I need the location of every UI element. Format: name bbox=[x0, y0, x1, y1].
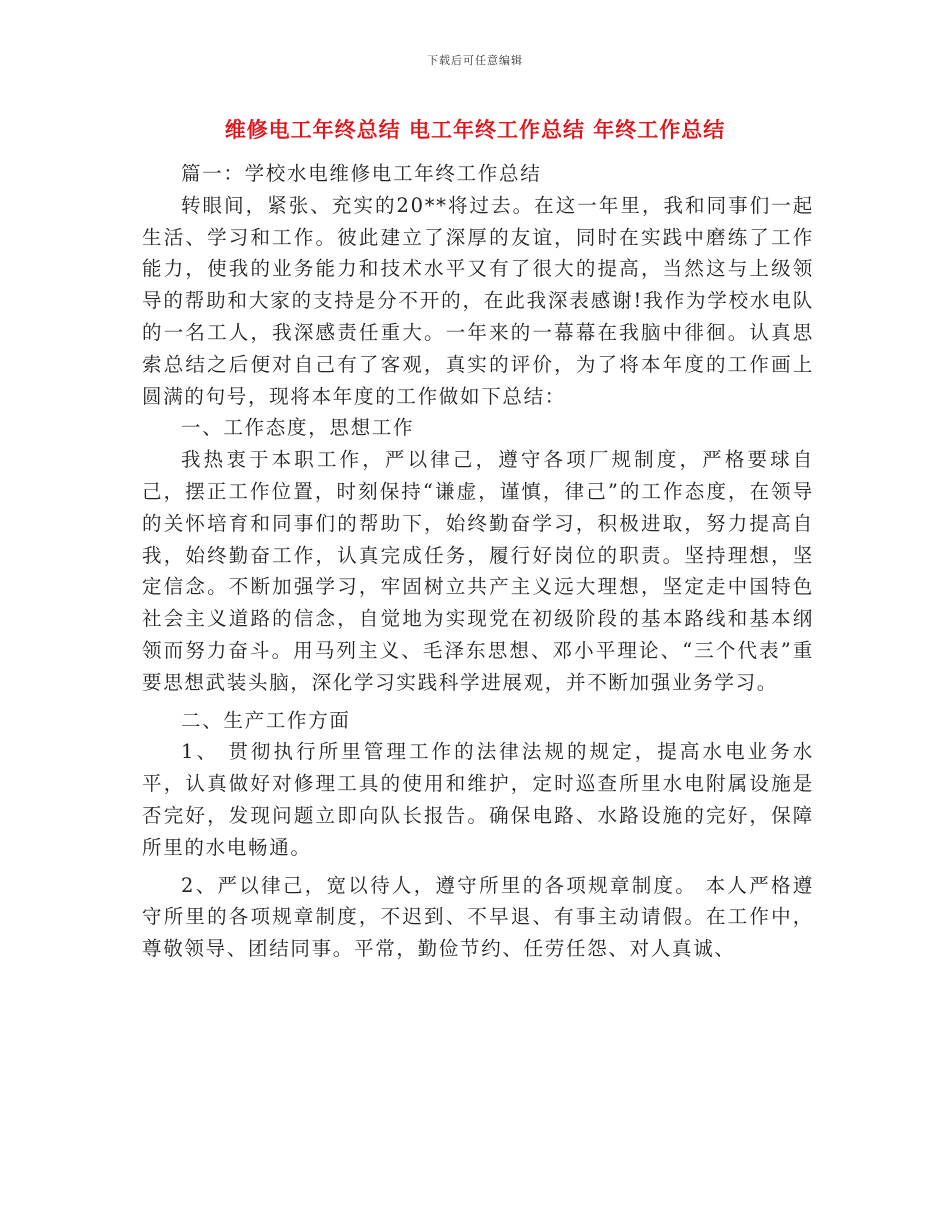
section-heading: 二、生产工作方面 bbox=[181, 708, 351, 732]
paragraph: 转眼间，紧张、充实的20**将过去。在这一年里，我和同事们一起生活、学习和工作。彼此建立了深厚的友谊，同时在实践中磨练了工作能力，使我的业务能力和技术水平又有了很大的提高，当然这与上级领导的帮助和大家的支持是分不开的，在此我深表感谢!我作为学校水电队的一名工人，我深感责任重大。一年来的一幕幕在我脑中徘徊。认真思索总结之后便对自己有了客观，真实的评价，为了将本年度的工作画上圆满的句号，现将本年度的工作做如下总结： bbox=[142, 193, 814, 408]
document-title: 维修电工年终总结 电工年终工作总结 年终工作总结 bbox=[224, 118, 726, 142]
document-body bbox=[142, 158, 814, 965]
paragraph: 2、严以律己，宽以待人，遵守所里的各项规章制度。 本人严格遵守所里的各项规章制度，不迟到、不早退、有事主动请假。在工作中，尊敬领导、团结同事。平常，勤俭节约、任劳任怨、对人真诚、 bbox=[142, 873, 814, 961]
paragraph: 1、 贯彻执行所里管理工作的法律法规的规定，提高水电业务水平，认真做好对修理工具的使用和维护，定时巡查所里水电附属设施是否完好，发现问题立即向队长报告。确保电路、水路设施的完好，保障所里的水电畅通。 bbox=[142, 740, 814, 859]
paragraph: 我热衷于本职工作，严以律己，遵守各项厂规制度，严格要球自己，摆正工作位置，时刻保持“谦虚，谨慎，律己”的工作态度，在领导的关怀培育和同事们的帮助下，始终勤奋学习，积极进取，努力提高自我，始终勤奋工作，认真完成任务，履行好岗位的职责。坚持理想，坚定信念。不断加强学习，牢固树立共产主义远大理想，坚定走中国特色社会主义道路的信念，自觉地为实现党在初级阶段的基本路线和基本纲领而努力奋斗。用马列主义、毛泽东思想、邓小平理论、“三个代表”重要思想武装头脑，深化学习实践科学进展观，并不断加强业务学习。 bbox=[142, 448, 814, 694]
section-subtitle: 篇一：学校水电维修电工年终工作总结 bbox=[181, 162, 542, 185]
section-heading: 一、工作态度，思想工作 bbox=[181, 416, 415, 440]
page-header-note: 下载后可任意编辑 bbox=[427, 54, 523, 67]
